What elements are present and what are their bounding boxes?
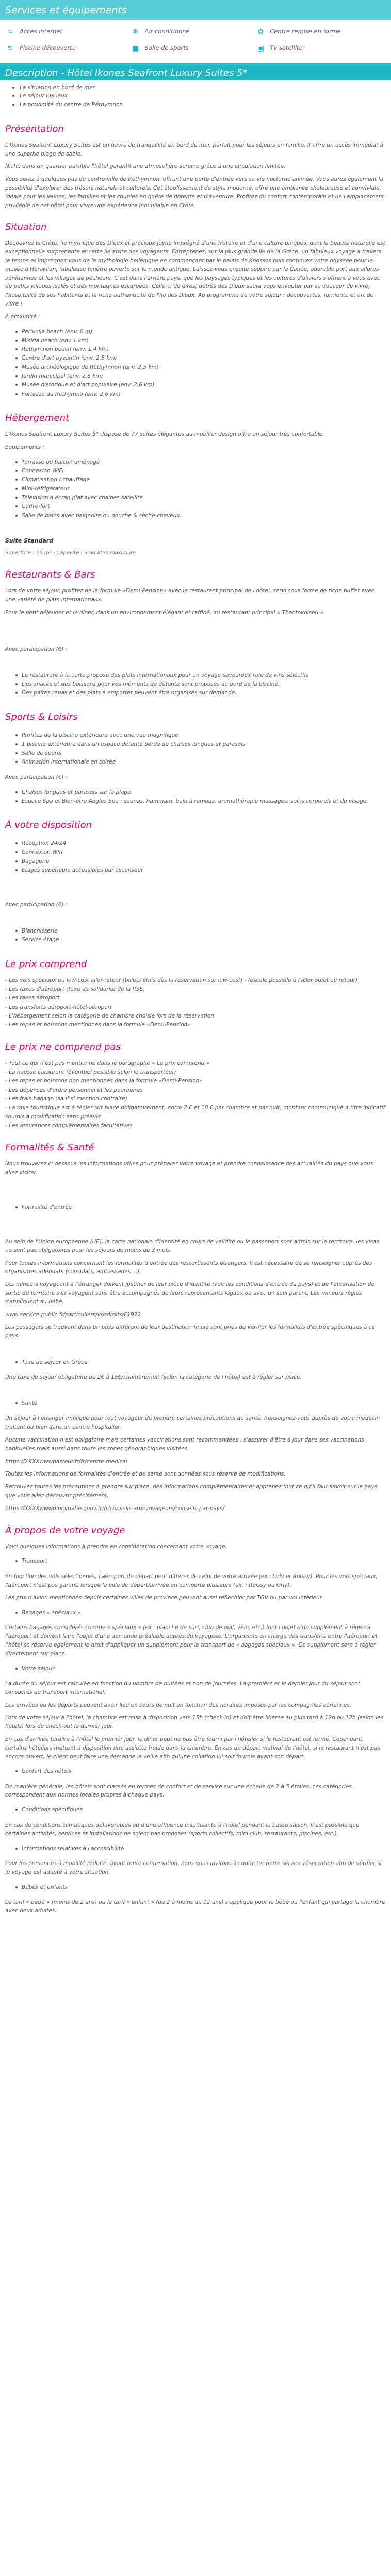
restaurants-title: Restaurants & Bars	[5, 569, 95, 581]
list-item: - Les frais bagage (sauf si mention contraire)	[5, 1095, 127, 1102]
list-item: - Les repas et boissons mentionnés dans la formule «Demi-Pension»	[5, 1022, 191, 1028]
presentation-text: Vous serez à quelques pas du centre-ville de Réthymnon, offrant une porte d'entrée vers sa vie nocturne animée. Vous aurez également la possibilité d'explorer des trésors naturels et culturels. Cet établissement de style moderne, offre une ambiance chaleureuse et conviviale, idéale pour les jeunes, les familles et les couples en quête de détente et d'aventure. Profitez du confort contemporain et de l'emplacement privilégié de cet hôtel pour vivre une expérience inoubliable en Crète.	[5, 176, 384, 209]
list-item: Salle de bains avec baignoire ou douche & sèche-cheveux.	[15, 512, 386, 520]
list-item: Climatisation / chauffage	[15, 476, 386, 484]
prix-non-comprend-list	[5, 1059, 386, 1131]
propos-text: Certains bagages considérés comme « spéciaux » (ex : planche de surf, club de golf, vélo, etc.) font l'objet d'un supplément à régler à l'aéroport et doivent faire l'objet d'une demande préalable auprès du voyagiste. L'organisme en charge des transferts entre l'aéroport et l'hôtel se réserve également le droit d'appliquer un supplément pour le transport de « bagages spéciaux ». Ce supplément sera à régler directement sur place.	[5, 1624, 378, 1657]
suite-desc: Superficie : 26 m² - Capacité : 3 adultes maximum	[5, 550, 136, 556]
list-item: Le restaurant à la carte propose des plats internationaux pour un voyage savoureux rafe de vins sélectifs	[15, 671, 386, 680]
list-item: Étages supérieurs accessibles par ascenseur	[15, 866, 386, 875]
list-item: Profitez de la piscine extérieure avec une vue magnifique	[15, 731, 386, 740]
description-header: Description - Hôtel Ikones Seafront Luxury Suites 5*	[0, 63, 391, 80]
propos-text: Pour les personnes à mobilité réduite, avant toute confirmation, nous vous invitons à contacter notre service réservation afin de vérifier si le voyage est adapté à votre situation.	[5, 1860, 382, 1876]
list-item: Service étage	[15, 936, 386, 944]
situation-title: Situation	[5, 222, 47, 233]
presentation-text: Niché dans un quartier paisible l'hôtel garantit une atmosphère sereine grâce à une circulation limitée.	[5, 163, 286, 170]
list-item: Rethymnon beach (env. 1,4 km)	[15, 345, 386, 354]
service-item: ≋ Piscine découverte	[5, 43, 131, 54]
list-item: - L'hébergement selon la catégorie de chambre choisie lors de la réservation	[5, 1013, 214, 1020]
propos-title: À propos de votre voyage	[5, 1524, 125, 1536]
presentation-title: Présentation	[5, 123, 64, 134]
list-item: Coffre-fort	[15, 502, 386, 511]
list-item: - Les taxes aéroport	[5, 995, 60, 1002]
formalites-text: Un séjour à l'étranger implique pour tout voyageur de prendre certaines précautions de santé. Renseignez-vous auprès de votre médecin traitant ou bien dans un centre hospitalier.	[5, 1415, 380, 1431]
list-item: - Les repas et boissons non mentionnés dans la formule «Demi-Pension»	[5, 1078, 203, 1084]
formalites-text: Nous trouverez ci-dessous les informations utiles pour préparer votre voyage et prendre connaissance des actualités du pays que vous allez visiter.	[5, 1161, 373, 1176]
propos-text: De manière générale, les hôtels sont classés en termes de confort et de service sur une échelle de 2 à 5 étoiles, ces catégories correspondent aux normes locales propres à chaque pays.	[5, 1783, 352, 1799]
list-item: Confort des hôtels	[15, 1767, 386, 1776]
sports-free-list	[5, 729, 386, 769]
list-item: Animation internationale en soirée	[15, 758, 386, 767]
suite-title: Suite Standard	[5, 537, 54, 544]
disposition-free-list	[5, 837, 386, 877]
list-item: Connexion WIFI	[15, 467, 386, 476]
list-item: Fortezza du Rethymno (env. 2,6 km)	[15, 390, 386, 399]
restaurants-text: Lors de votre séjour, profitez de la formule «Demi-Pension» avec le restaurant principal de l'hôtel, servi sous forme de riche buffet avec une variété de plats internationaux.	[5, 588, 374, 603]
formalites-link[interactable]: https://XXXXwwwpasteur.fr/fr/centre-medical	[5, 1458, 127, 1465]
list-item: Conditions spécifiques	[15, 1806, 386, 1815]
list-item: Bagagerie	[15, 857, 386, 866]
wifi-icon: ≈	[7, 27, 13, 36]
formalites-item2-list	[5, 1356, 386, 1369]
formalites-text: Les passagers se trouvant dans un pays différent de leur destination finale sont priés de vérifier les formalités d'entrée spécifiques à ce pays.	[5, 1324, 376, 1340]
formalites-text: Toutes les informations de formalités d'entrée et de santé sont données sous réserve de modifications.	[5, 1471, 286, 1478]
formalites-text: Aucune vaccination n'est obligatoire mais certaines vaccinations sont recommandées ; s'assurer d'être à jour dans ses vaccinations habituelles mais aussi dans toute les zones géographiques visitées.	[5, 1437, 364, 1452]
list-item: Le séjour luxueux	[12, 92, 386, 100]
services-grid	[0, 20, 391, 63]
equip-title: Equipements :	[5, 444, 44, 450]
spa-icon: ✿	[257, 27, 264, 36]
snowflake-icon: ❄	[132, 27, 139, 36]
list-item: Bébés et enfants	[15, 1883, 386, 1892]
pool-icon: ≋	[7, 44, 13, 53]
list-item: Perivolia beach (env. 0 m)	[15, 328, 386, 336]
list-item: Des paires repas et des plats à emporter peuvent être organisés sur demande.	[15, 689, 386, 698]
sports-paid-list	[5, 786, 386, 808]
list-item: Santé	[15, 1399, 386, 1408]
situation-text: Découvrez la Crète, île mythique des Dieux et précieux joyau imprégné d'une histoire et d'une culture uniques, dont la beauté naturelle est exceptionnelle surprenante et cette île attire des voyageurs. Entreprenez, sur la plus grande île de la Grèce, un fabuleux voyage à travers le temps et imprégnez-vous de la mythologie hellénique en commençant par le palais de Knossos puis continuez votre odyssée pour le musée d'Héraklion, fabuleuse fenêtre ouverte sur le monde antique. Laissez-vous ensuite séduire par la Canée, adorable port aux allures vénitiennes et les villages de pêcheurs. C'est dans l'arrière pays, que les paysages typiques et les cultures d'oliviers s'offrent à vous avec de petits villages isolés et des montagnes escarpées. Celle-ci de dires, détrès des Dieux saura vous envouter par sa douceur de vivre, l'hospitalité de ses habitants et la riche authenticité de l'Ile des Dieux. Au programme de votre séjour : découvertes, farniente et art de vivre !	[5, 240, 385, 307]
service-item: ■ Salle de sports	[131, 43, 256, 54]
list-item: Musée archéologique de Réthymnon (env. 2,5 km)	[15, 363, 386, 372]
list-item: Formalité d'entrée	[15, 1203, 386, 1212]
sports-title: Sports & Loisirs	[5, 711, 78, 723]
service-item: ▣ Tv satellite	[255, 43, 381, 54]
list-item: Salle de sports	[15, 749, 386, 758]
prix-non-comprend-title: Le prix ne comprend pas	[5, 1041, 121, 1053]
nearby-list	[5, 326, 386, 401]
propos-text: Les arrivées ou les départs peuvent avoir lieu en cours de nuit en fonction des horaires imposés par les compagnies aériennes.	[5, 1702, 352, 1708]
propos-text: En cas de conditions climatiques défavorables ou d'une affluence insuffisante à l'hôtel pendant la basse saison, il est possible que certaines activités, services et installations ne soient pas proposés (sports collectifs, mini club, restaurants, piscines, etc.).	[5, 1822, 360, 1837]
propos-text: En cas d'arrivée tardive à l'hôtel le premier jour, le dîner peut ne pas être fourni par l'hôtelier si le restaurant est fermé. Cependant, certains hôteliers mettent à disposition une assiette froide dans la chambre. En cas de départ matinal de l'hôtel, si le restaurant n'est pas encore ouvert, le client peut faire une demande la veille afin qu'une collation lui soit fournie avant son départ.	[5, 1736, 380, 1760]
restaurants-list	[5, 669, 386, 700]
list-item: - La hausse carburant (éventuel possible selon le transporteur)	[5, 1069, 176, 1075]
list-item: Chaises longues et parasols sur la plage	[15, 788, 386, 797]
hebergement-title: Hébergement	[5, 413, 70, 424]
list-item: - Tout ce qui n'est pas mentionné dans le paragraphe « Le prix comprend »	[5, 1060, 210, 1066]
propos-text: Voici quelques informations à prendre en considération concernant votre voyage.	[5, 1543, 227, 1550]
formalites-link[interactable]: https://XXXXwwwdiplomatie.gouv.fr/fr/conseils-aux-voyageurs/conseils-par-pays/	[5, 1505, 224, 1512]
list-item: Votre séjour	[15, 1665, 386, 1673]
propos-text: Lors de votre séjour à l'hôtel, la chambre est mise à disposition vers 15h (check-in) et doit être libérée au plus tard à 12h ou 12h (selon les hôtels) lors du check-out le dernier jour.	[5, 1715, 384, 1730]
formalites-text: Les mineurs voyageant à l'étranger doivent justifier de leur pièce d'identité (voir les conditions d'entrée du pays) et de l'autorisation de sortie du territoire s'ils voyagent sans être accompagnés de leurs représentants légaux ou avec un seul parent. Les mineurs règles s'appliquent au bébé.	[5, 1281, 374, 1305]
tv-icon: ▣	[257, 44, 264, 53]
hebergement-text: L'Ikones Seafront Luxury Suites 5* dispose de 77 suites élégantes au mobilier design offre un séjour très confortable.	[5, 431, 324, 438]
list-item: Télévision à écran plat avec chaînes satellite	[15, 494, 386, 502]
disposition-avail: Avec participation (€) :	[5, 902, 68, 908]
list-item: La situation en bord de mer	[12, 83, 386, 92]
formalites-text: Pour toutes informations concernant les formalités d'entrée des ressortissants étrangers, il est nécessaire de se renseigner auprès des organismes adéquats (consulats, ambassades ...).	[5, 1260, 372, 1275]
disposition-paid-list	[5, 925, 386, 947]
sports-avail: Avec participation (€) :	[5, 774, 68, 781]
services-header: Services et équipements	[0, 0, 391, 20]
formalites-link[interactable]: www.service-public.fr/particuliers/vosdroits/F1922	[5, 1311, 141, 1318]
formalites-item-list	[5, 1201, 386, 1214]
list-item: Taxe de séjour en Grèce	[15, 1358, 386, 1367]
service-item: ❄ Air conditionné	[131, 27, 256, 37]
propos-text: Le tarif « bébé » (moins de 2 ans) ou le tarif « enfant » (de 2 à moins de 12 ans) s'applique pour le bébé ou l'enfant qui partage la chambre avec deux adultes.	[5, 1899, 385, 1914]
list-item: Réception 24/24	[15, 839, 386, 848]
list-item: - Les transferts aéroport-hôtel-aéroport	[5, 1004, 112, 1010]
bath-icon: ■	[132, 44, 139, 53]
nearby-title: A proximité :	[5, 313, 40, 320]
list-item: Espace Spa et Bien-être Aegles Spa : saunas, hammam, bain à remous, aromathérapie massages, soins corporels et du visage.	[15, 797, 386, 806]
formalites-item3-list	[5, 1397, 386, 1410]
list-item: Terrasse ou balcon aménagé	[15, 458, 386, 467]
list-item: Transport	[15, 1557, 386, 1566]
list-item: Blanchisserie	[15, 927, 386, 936]
list-item: - Les taxes d'aéroport (taxe de solidarité de la RSE)	[5, 986, 145, 993]
highlights-list	[5, 80, 386, 112]
prix-comprend-list	[5, 976, 386, 1030]
list-item: Informations relatives à l'accessibilité	[15, 1844, 386, 1853]
service-item: ≈ Accès internet	[5, 27, 131, 37]
list-item: Jardin municipal (env. 2,6 km)	[15, 372, 386, 381]
equipment-list	[5, 456, 386, 522]
formalites-text: Une taxe de séjour obligatoire de 2€ à 15€/chambre/nuit (selon la catégorie de l'hôtel) est à régler sur place.	[5, 1374, 302, 1381]
list-item: La proximité du centre de Réthymnon	[12, 100, 386, 109]
list-item: - Les assurances complémentaires facultatives	[5, 1122, 133, 1129]
presentation-text: L'Ikones Seafront Luxury Suites est un havre de tranquillité en bord de mer, parfait pour les séjours en famille. Il offre un accès immédiat à une superbe plage de sable.	[5, 142, 383, 157]
formalites-text: Au sein de l'Union européenne (UE), la carte nationale d'identité en cours de validité ou le passeport sont admis sur le territoire, les visas ne sont pas obligatoires pour les séjours de moins de 3 mois.	[5, 1239, 380, 1253]
list-item: Musée historique et d'art populaire (env. 2,6 km)	[15, 381, 386, 389]
list-item: Centre d'art byzantin (env. 2,5 km)	[15, 354, 386, 363]
service-item: ✿ Centre remise en forme	[255, 27, 381, 37]
list-item: Des snacks et des boissons pour vos moments de détente sont proposés au bord de la piscine.	[15, 680, 386, 689]
propos-text: En fonction des vols sélectionnés, l'aéroport de départ peut différer de celui de votre arrivée (ex : Orly et Roissy). Pour les vols spéciaux, l'aéroport n'est pas garanti lorsque la ville de départ/arrivée en comporte plusieurs (ex. : Roissy ou Orly).	[5, 1573, 378, 1588]
disposition-title: À votre disposition	[5, 820, 92, 831]
prix-comprend-title: Le prix comprend	[5, 958, 87, 970]
list-item: - La taxe touristique est à régler sur place obligatoirement, entre 2 € et 10 € par chambre et par nuit, montant communiqué à titre indicatif soumis à modification sans préavis	[5, 1105, 385, 1120]
list-item: 1 piscine extérieure dans un espace détente bordé de chaises longues et parasols	[15, 740, 386, 749]
list-item: Mini-réfrigérateur	[15, 485, 386, 494]
propos-text: La durée du séjour est calculée en fonction du nombre de nuitées et non de journées. La première et le dernier jour du séjour sont consacrés au transport international.	[5, 1680, 361, 1696]
restaurants-text: Pour le petit déjeuner et le dîner, dans un environnement élégant et raffiné, au restaurant principal « Theotokoiseu ».	[5, 609, 325, 616]
list-item: Connexion Wifi	[15, 848, 386, 857]
formalites-title: Formalités & Santé	[5, 1142, 94, 1154]
list-item: - Les vols spéciaux ou low-cost aller-retour (billets émis dès la réservation sur low-cost) - (escale possible à l'aller ou/et au retour)	[5, 977, 358, 984]
list-item: Misiria beach (env 1 km)	[15, 336, 386, 345]
formalites-text: Retrouvez toutes les précautions à prendre sur place, des informations complémentaires et apprenez tout ce qu'il faut savoir sur le pays que vous allez découvrir précisément.	[5, 1484, 378, 1499]
list-item: - Les dépenses d'ordre personnel et les pourboires	[5, 1087, 143, 1093]
list-item: Bagages « spéciaux »	[15, 1608, 386, 1617]
propos-text: Les prix d'avion mentionnés depuis certaines villes de province peuvent aussi réflechier par TGV ou par voi intérieur.	[5, 1595, 323, 1601]
restaurants-avail: Avec participation (€) :	[5, 646, 68, 652]
